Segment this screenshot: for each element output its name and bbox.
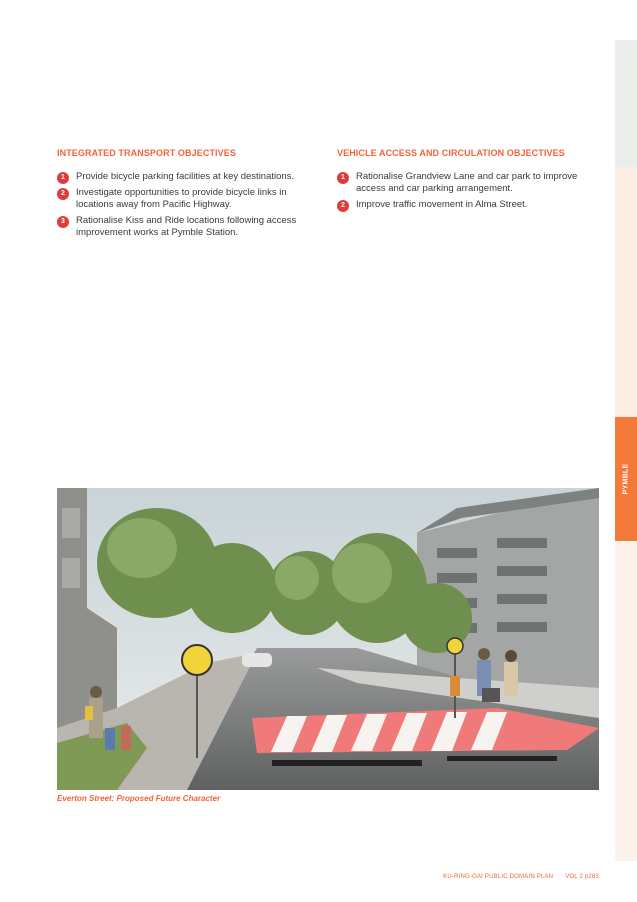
street-illustration (57, 488, 599, 790)
objective-item (57, 171, 312, 183)
side-tab-section (615, 40, 637, 167)
number-badge: 1 (337, 172, 349, 184)
document-title: KU-RING-GAI PUBLIC DOMAIN PLAN (443, 874, 554, 880)
side-tab-pymble[interactable] (615, 417, 637, 541)
figure-caption: Everton Street: Proposed Future Character (57, 794, 221, 803)
page-footer (431, 874, 599, 880)
side-tab-label: PYMBLE (622, 463, 630, 495)
page-number: VOL 2 p283 (565, 874, 599, 880)
side-tab-section (615, 541, 637, 861)
number-badge: 1 (57, 172, 69, 184)
objective-text: Improve traffic movement in Alma Street. (356, 199, 528, 210)
objective-text: Investigate opportunities to provide bicycle links in locations away from Pacific Highway. (76, 187, 287, 210)
objective-item (57, 215, 312, 239)
number-badge: 2 (57, 188, 69, 200)
integrated-transport-list (57, 171, 312, 243)
objective-text: Rationalise Kiss and Ride locations following access improvement works at Pymble Station. (76, 215, 297, 238)
objective-text: Provide bicycle parking facilities at key destinations. (76, 171, 295, 182)
vehicle-access-heading: VEHICLE ACCESS AND CIRCULATION OBJECTIVES (337, 148, 565, 158)
objective-text: Rationalise Grandview Lane and car park to improve access and car parking arrangement. (356, 171, 578, 194)
side-tab-section (615, 167, 637, 417)
vehicle-access-list (337, 171, 597, 215)
number-badge: 3 (57, 216, 69, 228)
objective-item (337, 171, 597, 195)
objective-item (337, 199, 597, 211)
number-badge: 2 (337, 200, 349, 212)
objective-item (57, 187, 312, 211)
street-scene-image (57, 488, 599, 790)
integrated-transport-heading: INTEGRATED TRANSPORT OBJECTIVES (57, 148, 236, 158)
